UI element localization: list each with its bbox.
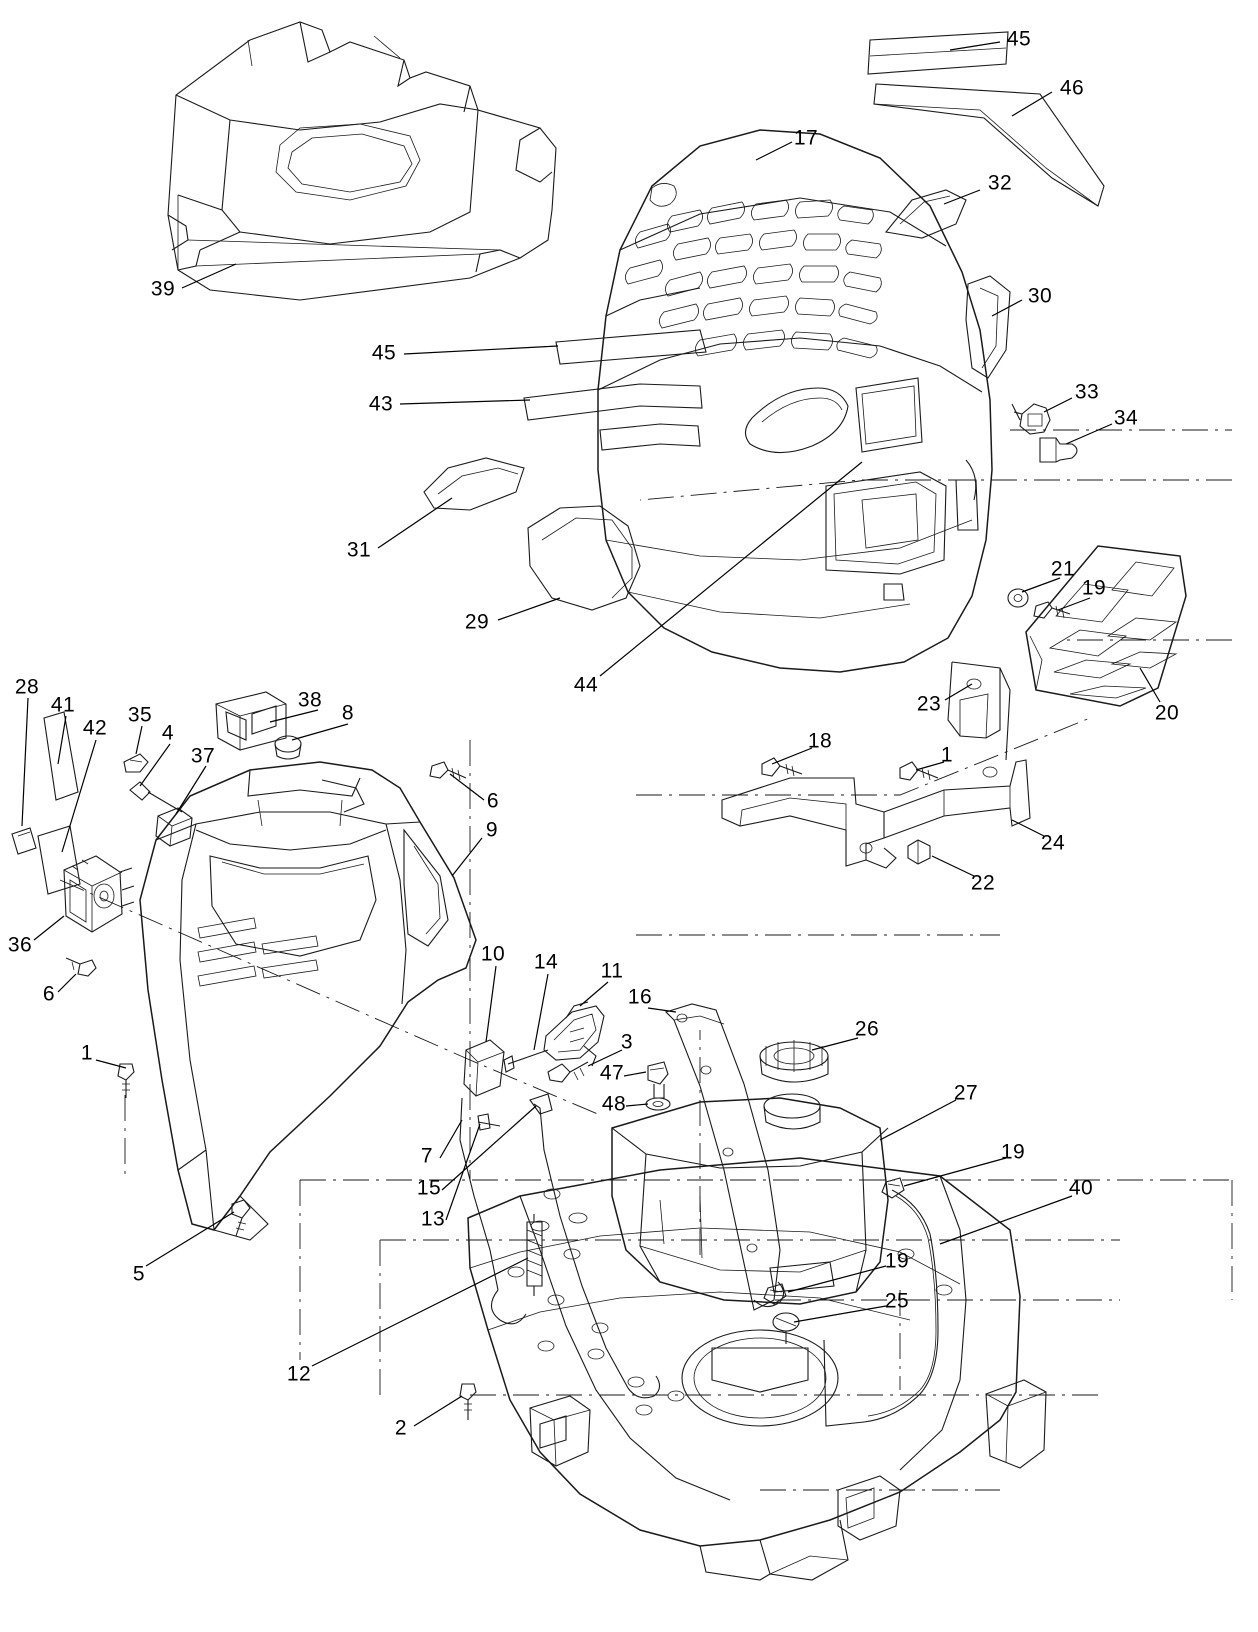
callout-44: 44 — [573, 673, 599, 697]
callout-4: 4 — [161, 721, 175, 745]
callout-12: 12 — [286, 1362, 312, 1386]
callout-7: 7 — [420, 1144, 434, 1168]
callout-48: 48 — [601, 1092, 627, 1116]
callout-20: 20 — [1154, 701, 1180, 725]
part-26-fuel-cap — [760, 1040, 828, 1129]
callout-24: 24 — [1040, 831, 1066, 855]
part-5-screw — [232, 1200, 250, 1236]
callout-2: 2 — [394, 1416, 408, 1440]
part-18-screw — [762, 758, 802, 776]
part-17-hood — [524, 126, 992, 672]
part-1-screw-b — [118, 1064, 134, 1098]
callout-32: 32 — [987, 171, 1013, 195]
callout-13: 13 — [420, 1207, 446, 1231]
callout-45-top: 45 — [1006, 27, 1032, 51]
callout-3: 3 — [620, 1030, 634, 1054]
callout-23: 23 — [916, 692, 942, 716]
part-41-decal — [44, 712, 78, 800]
part-1-screw-a — [900, 762, 938, 780]
callout-34: 34 — [1113, 406, 1139, 430]
callout-11: 11 — [600, 959, 624, 983]
part-4-rod — [130, 782, 182, 812]
axis-lines — [60, 430, 1232, 1490]
callout-17: 17 — [793, 126, 819, 150]
callout-19-tank: 19 — [884, 1249, 910, 1273]
callout-29: 29 — [464, 610, 490, 634]
callout-1-fender: 1 — [80, 1041, 94, 1065]
callout-1-bracket: 1 — [940, 743, 954, 767]
frame-assembly — [468, 1158, 1046, 1580]
part-12-spring — [527, 1214, 542, 1296]
callout-47: 47 — [599, 1061, 625, 1085]
part-11-lever — [544, 1002, 604, 1066]
callout-45-hood: 45 — [371, 341, 397, 365]
part-13-pin — [478, 1114, 500, 1130]
callout-43: 43 — [368, 392, 394, 416]
part-48-washer — [646, 1098, 670, 1110]
part-32-trim — [886, 190, 966, 238]
part-29-trim — [528, 506, 640, 610]
callout-40: 40 — [1068, 1176, 1094, 1200]
part-31-trim — [424, 458, 524, 510]
callout-46: 46 — [1059, 76, 1085, 100]
part-6-screw-b — [66, 958, 96, 976]
leader-lines — [22, 42, 1160, 1426]
part-36-module — [64, 856, 134, 932]
callout-39: 39 — [150, 277, 176, 301]
part-40-fuel-line — [824, 1190, 938, 1426]
callout-26: 26 — [854, 1017, 880, 1041]
callout-33: 33 — [1074, 380, 1100, 404]
callout-38: 38 — [297, 688, 323, 712]
callout-36: 36 — [7, 933, 33, 957]
callout-31: 31 — [346, 538, 372, 562]
callout-42: 42 — [82, 716, 108, 740]
callout-10: 10 — [480, 942, 506, 966]
callout-30: 30 — [1027, 284, 1053, 308]
callout-19-grille: 19 — [1081, 576, 1107, 600]
part-14-rod — [504, 1050, 548, 1072]
callout-21: 21 — [1050, 557, 1076, 581]
part-6-screw-a — [430, 762, 466, 780]
part-37-cap — [156, 808, 192, 846]
part-21-washer — [1008, 589, 1028, 607]
callout-27: 27 — [953, 1081, 979, 1105]
part-33-socket — [1012, 404, 1050, 434]
callout-8: 8 — [341, 701, 355, 725]
callout-41: 41 — [50, 693, 76, 717]
part-3-screw — [548, 1062, 588, 1082]
callout-6-lower: 6 — [42, 982, 56, 1006]
part-42-label — [38, 826, 80, 894]
part-24-bracket — [722, 662, 1030, 868]
callout-15: 15 — [416, 1176, 442, 1200]
callout-28: 28 — [14, 675, 40, 699]
part-30-trim — [966, 276, 1010, 378]
part-35-clip — [124, 754, 148, 772]
callout-5: 5 — [132, 1262, 146, 1286]
callout-16: 16 — [627, 985, 653, 1009]
part-27-fuel-tank — [612, 1098, 888, 1304]
part-47-fitting — [648, 1062, 668, 1098]
part-2-screw — [460, 1384, 476, 1420]
part-28-tag — [12, 828, 36, 854]
callout-14: 14 — [533, 950, 559, 974]
part-22-nut — [908, 840, 930, 864]
callout-6-upper: 6 — [486, 789, 500, 813]
callout-19-line: 19 — [1000, 1140, 1026, 1164]
callout-37: 37 — [190, 744, 216, 768]
callout-25: 25 — [884, 1289, 910, 1313]
callout-22: 22 — [970, 871, 996, 895]
part-39-shroud — [168, 22, 556, 300]
callout-35: 35 — [127, 703, 153, 727]
callout-9: 9 — [485, 818, 499, 842]
callout-18: 18 — [807, 729, 833, 753]
